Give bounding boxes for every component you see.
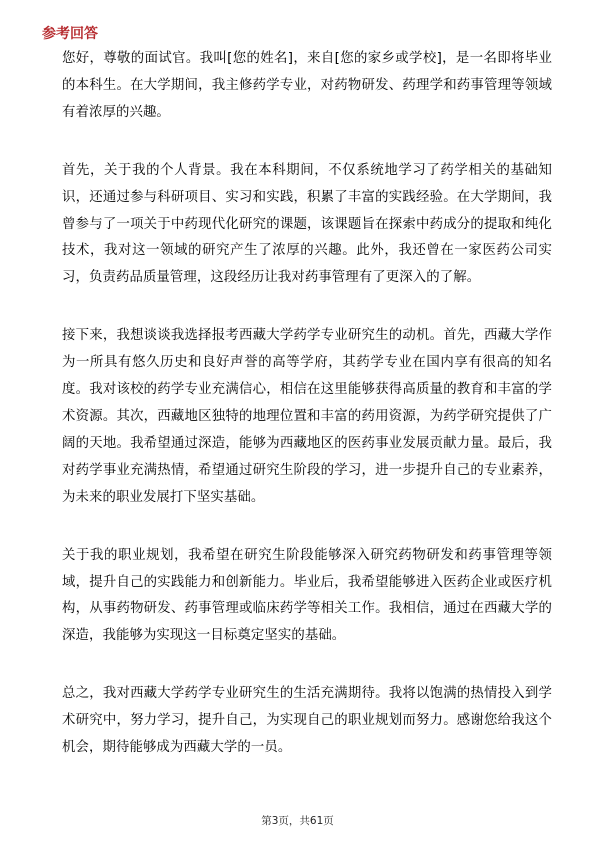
paragraph-career-plan: 关于我的职业规划，我希望在研究生阶段能够深入研究药物研发和药事管理等领域，提升自己的实践能力和创新能力。毕业后，我希望能够进入医药企业或医疗机构，从事药物研发、药事管理或临床药学等相关工作。我相信，通过在西藏大学的深造，我能够为实现这一目标奠定坚实的基础。 <box>62 547 552 644</box>
page-number-footer: 第3页，共61页 <box>261 815 334 827</box>
answer-body <box>62 46 552 762</box>
paragraph-conclusion: 总之，我对西藏大学药学专业研究生的生活充满期待。我将以饱满的热情投入到学术研究中，努力学习，提升自己，为实现自己的职业规划而努力。感谢您给我这个机会，期待能够成为西藏大学的一员。 <box>62 686 552 756</box>
paragraph-motivation: 接下来，我想谈谈我选择报考西藏大学药学专业研究生的动机。首先，西藏大学作为一所具有悠久历史和良好声誉的高等学府，其药学专业在国内享有很高的知名度。我对该校的药学专业充满信心，相信在这里能够获得高质量的教育和丰富的学术资源。其次，西藏地区独特的地理位置和丰富的药用资源，为药学研究提供了广阔的天地。我希望通过深造，能够为西藏地区的医药事业发展贡献力量。最后，我对药学事业充满热情，希望通过研究生阶段的学习，进一步提升自己的专业素养，为未来的职业发展打下坚实基础。 <box>62 328 552 505</box>
answer-heading: 参考回答 <box>42 26 98 42</box>
paragraph-intro: 您好，尊敬的面试官。我叫[您的姓名]，来自[您的家乡或学校]，是一名即将毕业的本科生。在大学期间，我主修药学专业，对药物研发、药理学和药事管理等领域有着浓厚的兴趣。 <box>62 51 552 120</box>
paragraph-background: 首先，关于我的个人背景。我在本科期间，不仅系统地学习了药学相关的基础知识，还通过参与科研项目、实习和实践，积累了丰富的实践经验。在大学期间，我曾参与了一项关于中药现代化研究的课题，该课题旨在探索中药成分的提取和纯化技术，我对这一领域的研究产生了浓厚的兴趣。此外，我还曾在一家医药公司实习，负责药品质量管理，这段经历让我对药事管理有了更深入的了解。 <box>62 162 552 286</box>
